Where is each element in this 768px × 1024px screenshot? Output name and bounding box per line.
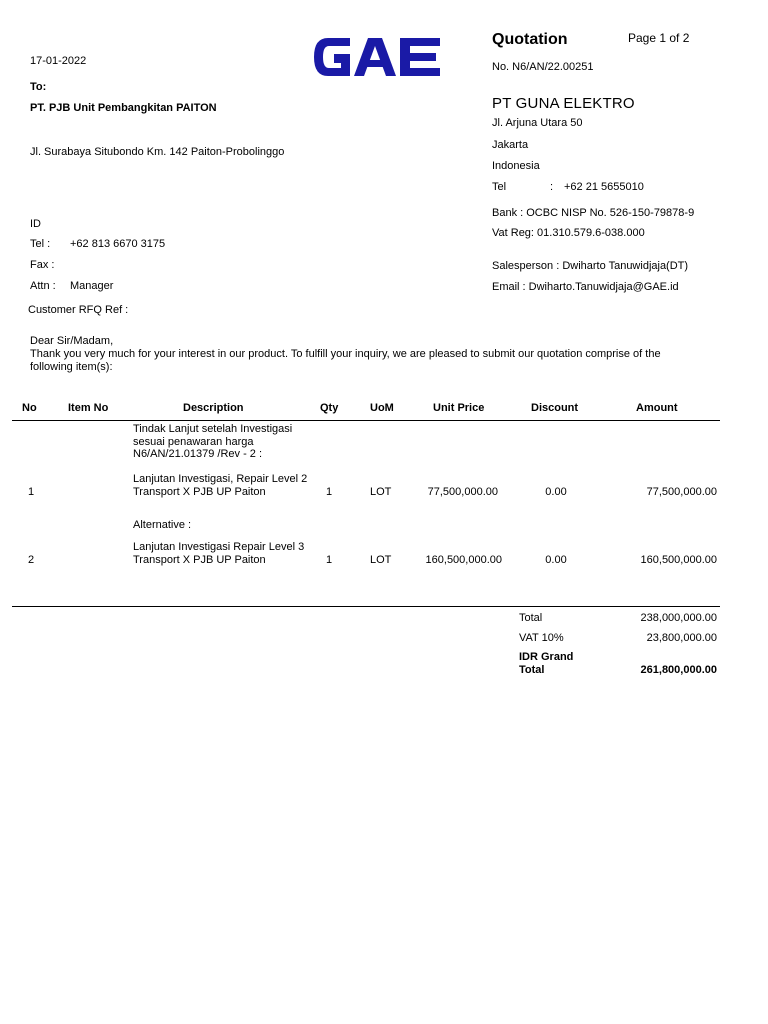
vendor-city: Jakarta: [492, 139, 529, 151]
row-1-qty: 1: [325, 486, 333, 498]
tel-label: Tel :: [30, 238, 51, 250]
vendor-vat-reg: Vat Reg: 01.310.579.6-038.000: [492, 227, 645, 239]
salesperson: Salesperson : Dwiharto Tanuwidjaja(DT): [492, 260, 689, 272]
intro-line-1: Thank you very much for your interest in our product. To fulfill your inquiry, we are pleased to submit our quotation comprise of the: [30, 348, 661, 360]
vendor-bank: Bank : OCBC NISP No. 526-150-79878-9: [492, 207, 695, 219]
id-label: ID: [30, 218, 41, 230]
col-header-discount: Discount: [531, 402, 579, 414]
row-1-discount: 0.00: [545, 486, 567, 498]
total-label: Total: [519, 612, 543, 624]
col-header-qty: Qty: [320, 402, 339, 414]
recipient-address: Jl. Surabaya Situbondo Km. 142 Paiton-Probolinggo: [30, 146, 285, 158]
quote-date: 17-01-2022: [30, 55, 87, 67]
col-header-unit-price: Unit Price: [433, 402, 485, 414]
vat-label: VAT 10%: [519, 632, 564, 644]
row-1-description-preface: Tindak Lanjut setelah Investigasi sesuai penawaran harga N6/AN/21.01379 /Rev - 2 :: [133, 423, 293, 460]
col-header-description: Description: [183, 402, 244, 414]
row-1-description-note: Alternative :: [133, 519, 192, 531]
greeting: Dear Sir/Madam,: [30, 335, 114, 347]
vendor-tel-separator: :: [550, 181, 554, 193]
attn-label: Attn :: [30, 280, 56, 292]
row-1-uom: LOT: [370, 486, 392, 498]
vendor-tel-label: Tel: [492, 181, 507, 193]
document-title: Quotation: [492, 31, 568, 48]
page-indicator: Page 1 of 2: [628, 31, 690, 45]
row-1-description: Lanjutan Investigasi, Repair Level 2 Transport X PJB UP Paiton: [133, 473, 308, 498]
row-1-amount: 77,500,000.00: [646, 486, 717, 498]
fax-label: Fax :: [30, 259, 55, 271]
grand-total-label-line-2: Total: [519, 664, 545, 676]
vendor-name: PT GUNA ELEKTRO: [492, 95, 635, 112]
row-2-amount: 160,500,000.00: [640, 554, 717, 566]
col-header-no: No: [22, 402, 37, 414]
vendor-tel: +62 21 5655010: [564, 181, 644, 193]
grand-total-value: 261,800,000.00: [640, 664, 717, 676]
vat-value: 23,800,000.00: [646, 632, 717, 644]
grand-total-label-line-1: IDR Grand: [519, 651, 574, 663]
vendor-street: Jl. Arjuna Utara 50: [492, 117, 583, 129]
row-1-no: 1: [28, 486, 35, 498]
intro-line-2: following item(s):: [30, 361, 113, 373]
vendor-country: Indonesia: [492, 160, 540, 172]
company-logo: [310, 32, 442, 82]
row-2-unit-price: 160,500,000.00: [425, 554, 502, 566]
col-header-uom: UoM: [370, 402, 394, 414]
row-1-unit-price: 77,500,000.00: [427, 486, 498, 498]
table-header-divider: [12, 420, 720, 421]
row-2-uom: LOT: [370, 554, 392, 566]
attn-value: Manager: [70, 280, 114, 292]
row-2-description: Lanjutan Investigasi Repair Level 3 Transport X PJB UP Paiton: [133, 541, 305, 566]
row-2-no: 2: [28, 554, 35, 566]
to-label: To:: [30, 81, 47, 93]
recipient-company: PT. PJB Unit Pembangkitan PAITON: [30, 102, 217, 114]
salesperson-email: Email : Dwiharto.Tanuwidjaja@GAE.id: [492, 281, 679, 293]
quote-number: No. N6/AN/22.00251: [492, 61, 594, 73]
col-header-item-no: Item No: [68, 402, 109, 414]
col-header-amount: Amount: [636, 402, 678, 414]
row-2-discount: 0.00: [545, 554, 567, 566]
recipient-tel: +62 813 6670 3175: [70, 238, 166, 250]
gae-logo-icon: [310, 32, 442, 82]
total-value: 238,000,000.00: [640, 612, 717, 624]
table-footer-divider: [12, 606, 720, 607]
row-2-qty: 1: [325, 554, 333, 566]
rfq-ref-label: Customer RFQ Ref :: [28, 304, 129, 316]
